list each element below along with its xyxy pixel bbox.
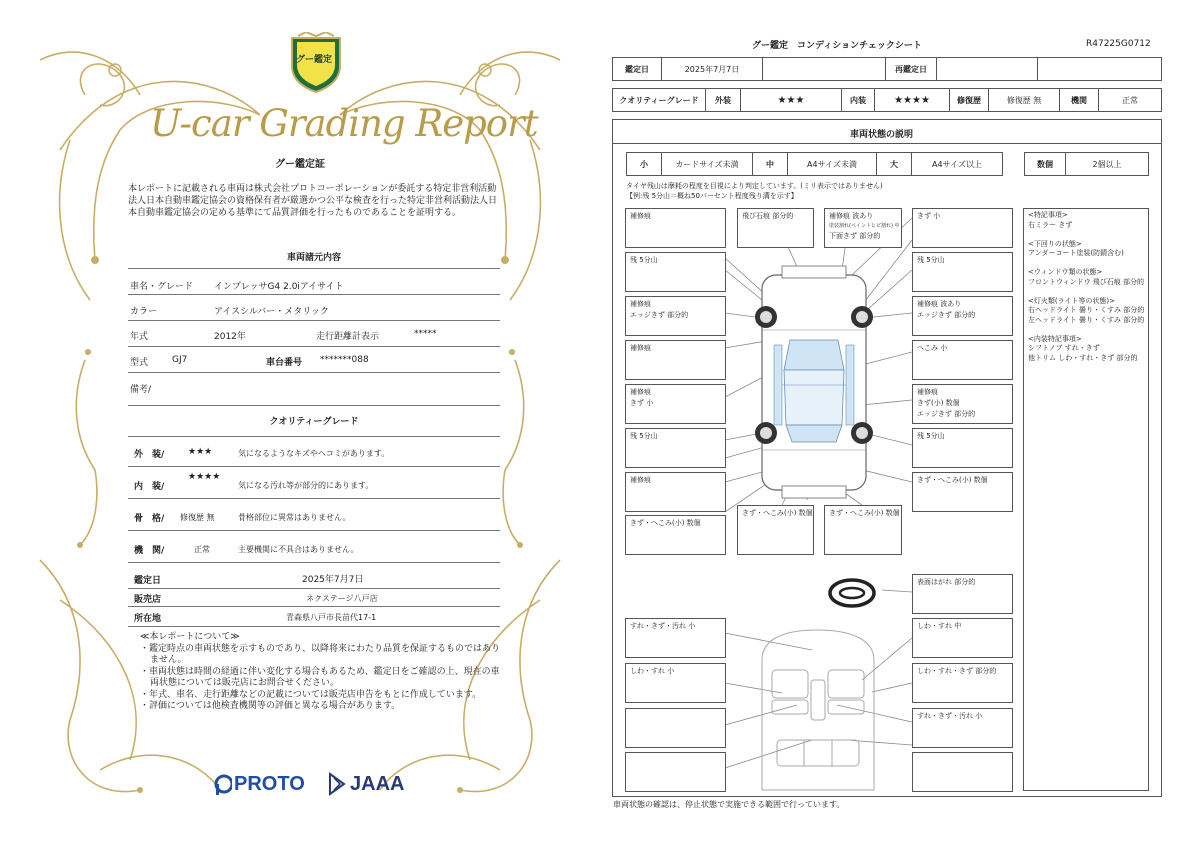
damage-box: きず・へこみ(小) 数個 bbox=[912, 472, 1013, 512]
damage-box: 補修痕 bbox=[625, 340, 726, 380]
size-large-desc: A4サイズ以上 bbox=[911, 152, 1003, 176]
frame-label: 骨 格/ bbox=[134, 514, 165, 524]
damage-box: 補修痕 波あり エッジきず 部分的 bbox=[912, 296, 1013, 336]
damage-box: 補修痕 bbox=[625, 472, 726, 512]
model-value: GJ7 bbox=[172, 355, 188, 365]
exterior-comment: 気になるようなキズやヘコミがあります。 bbox=[238, 449, 390, 458]
size-large-label: 大 bbox=[876, 152, 912, 176]
address-label: 所在地 bbox=[134, 614, 162, 624]
footer-note: 車両状態の確認は、停止状態で実施できる範囲で行っています。 bbox=[613, 800, 845, 809]
damage-box: へこみ 小 bbox=[912, 340, 1013, 380]
damage-box: すれ・きず・汚れ 小 bbox=[625, 618, 726, 658]
color-label: カラー bbox=[130, 307, 158, 317]
color-value: アイスシルバー・メタリック bbox=[214, 307, 329, 317]
damage-box: きず・へこみ(小) 数個 bbox=[625, 515, 726, 555]
damage-box: 補修痕 波あり 塗装割れ(ペイントヒビ割れ) 中 下面きず 部分的 bbox=[824, 208, 902, 248]
damage-box: 補修痕 きず(小) 数個 エッジきず 部分的 bbox=[912, 384, 1013, 424]
damage-box: 補修痕 エッジきず 部分的 bbox=[625, 296, 726, 336]
exterior-label: 外 装/ bbox=[134, 450, 165, 460]
damage-box: 飛び石痕 部分的 bbox=[737, 208, 814, 248]
exterior-label: 外装 bbox=[705, 88, 741, 112]
repair-value: 修復歴 無 bbox=[988, 88, 1060, 112]
badge-label: グー鑑定 bbox=[296, 55, 333, 65]
interior-stars: ★★★★ bbox=[188, 472, 221, 482]
engine-comment: 主要機関に不具合はありません。 bbox=[238, 545, 359, 554]
certificate-title: グー鑑定証 bbox=[275, 159, 325, 170]
damage-box: すれ・きず・汚れ 小 bbox=[912, 708, 1013, 748]
proto-logo: PROTO bbox=[234, 773, 305, 795]
date-blank bbox=[762, 57, 886, 81]
exterior-stars: ★★★ bbox=[188, 447, 213, 457]
interior-comment: 気になる汚れ等が部分的にあります。 bbox=[238, 481, 374, 490]
chassis-value: *******088 bbox=[320, 355, 369, 365]
special-notes: <特記事項> 右ミラー きず <下回りの状態> アンダーコート塗装(防錆含む) <ウィンドウ類の状態> フロントウィンドウ 飛び石痕 部分的 <灯火類(ライト等の状態)> 右ヘッドライト 曇り・くすみ 部分的 左ヘッドライト 曇り・くすみ 部分的 <内装特記事項> シフトノブ すれ・きず 他トリム しわ・すれ・きず 部分的 bbox=[1023, 208, 1149, 791]
engine-label: 機 関/ bbox=[134, 546, 165, 556]
steering-wheel-icon bbox=[830, 580, 874, 606]
address-value: 青森県八戸市長苗代17-1 bbox=[286, 613, 377, 622]
damage-box: 補修痕 bbox=[625, 208, 726, 248]
mileage-label: 走行距離計表示 bbox=[316, 332, 380, 342]
quality-section-title: クオリティーグレード bbox=[269, 417, 359, 427]
intro-text: 本レポートに記載される車両は株式会社プロトコーポレーションが委託する特定非営利活動法人日本自動車鑑定協会の資格保有者が厳選かつ公平な検査を行った特定非営利活動法人日本自動車鑑定協会の定める基準にて品質評価を行ったものであることを証明する。 bbox=[128, 184, 498, 218]
frame-value: 修復歴 無 bbox=[180, 513, 215, 522]
repair-label: 修復歴 bbox=[949, 88, 989, 112]
sheet-title: グー鑑定 コンディションチェックシート bbox=[752, 41, 922, 51]
name-value: インプレッサG4 2.0iアイサイト bbox=[214, 282, 344, 292]
year-label: 年式 bbox=[130, 332, 149, 342]
damage-box bbox=[912, 752, 1013, 792]
damage-box: しわ・すれ 小 bbox=[625, 663, 726, 703]
engine-label: 機関 bbox=[1059, 88, 1099, 112]
note-item: ・年式、車名、走行距離などの記載については販売店申告をもとに作成しています。 bbox=[140, 689, 482, 700]
damage-box: しわ・すれ・きず 部分的 bbox=[912, 663, 1013, 703]
appraisal-date-value: 2025年7月7日 bbox=[302, 575, 364, 585]
frame-comment: 骨格部位に異常はありません。 bbox=[238, 513, 351, 522]
damage-box: 残 5分山 bbox=[625, 428, 726, 468]
jaaa-logo: JAAA bbox=[350, 773, 405, 795]
notes-title: ≪本レポートについて≫ bbox=[140, 632, 240, 642]
dealer-value: ネクステージ八戸店 bbox=[306, 594, 378, 603]
condition-title: 車両状態の説明 bbox=[850, 130, 914, 140]
count-label: 数個 bbox=[1024, 152, 1066, 176]
divider bbox=[612, 143, 1162, 144]
damage-box: 残 5分山 bbox=[912, 252, 1013, 292]
date-label: 鑑定日 bbox=[612, 57, 662, 81]
report-id: R47225G0712 bbox=[1086, 39, 1151, 49]
date-value: 2025年7月7日 bbox=[661, 57, 763, 81]
note-item: ・車両状態は時間の経過に伴い変化する場合もあるため、鑑定日をご確認の上、現在の車両状態については販売店にお問合せください。 bbox=[140, 666, 500, 688]
exterior-stars: ★★★ bbox=[740, 88, 842, 112]
name-label: 車名・グレード bbox=[130, 282, 194, 292]
damage-box bbox=[625, 708, 726, 748]
note-item: ・評価については他検査機関等の評価と異なる場合があります。 bbox=[140, 701, 401, 711]
mileage-value: ***** bbox=[414, 329, 437, 339]
tire-note-example: 【例:残 5分山＝概ね50パーセント程度残り溝を示す】 bbox=[626, 192, 798, 200]
note-item: ・鑑定時点の車両状態を示すものであり、以降将来にわたり品質を保証するものではありません。 bbox=[140, 643, 501, 665]
report-title: U-car Grading Report bbox=[150, 102, 538, 145]
engine-value: 正常 bbox=[1098, 88, 1162, 112]
size-small-label: 小 bbox=[626, 152, 662, 176]
car-top-view-icon bbox=[762, 266, 866, 498]
grade-label: クオリティーグレード bbox=[612, 88, 706, 112]
damage-box: しわ・すれ 中 bbox=[912, 618, 1013, 658]
size-small-desc: カードサイズ未満 bbox=[661, 152, 753, 176]
reappraisal-label: 再鑑定日 bbox=[885, 57, 937, 81]
size-mid-label: 中 bbox=[752, 152, 788, 176]
reappraisal-value bbox=[936, 57, 1038, 81]
spec-section-title: 車両諸元内容 bbox=[286, 253, 341, 263]
damage-box: きず・へこみ(小) 数個 bbox=[737, 505, 814, 555]
size-mid-desc: A4サイズ未満 bbox=[787, 152, 877, 176]
damage-box: 補修痕 きず 小 bbox=[625, 384, 726, 424]
interior-stars: ★★★★ bbox=[874, 88, 950, 112]
count-desc: 2個以上 bbox=[1065, 152, 1149, 176]
appraisal-date-label: 鑑定日 bbox=[134, 576, 162, 586]
reappraisal-blank bbox=[1037, 57, 1162, 81]
interior-label: 内装 bbox=[841, 88, 875, 112]
damage-box: 表面はがれ 部分的 bbox=[912, 574, 1013, 614]
damage-box: きず 小 bbox=[912, 208, 1013, 248]
damage-box: 残 5分山 bbox=[912, 428, 1013, 468]
remarks-label: 備考/ bbox=[130, 385, 152, 395]
chassis-label: 車台番号 bbox=[266, 358, 303, 368]
damage-box: きず・へこみ(小) 数個 bbox=[824, 505, 902, 555]
interior-label: 内 装/ bbox=[134, 482, 165, 492]
tire-note: タイヤ残山は摩耗の程度を目視により判定しています。(ミリ表示ではありません) bbox=[626, 182, 883, 190]
engine-value: 正常 bbox=[194, 545, 210, 554]
dealer-label: 販売店 bbox=[134, 595, 162, 605]
damage-box bbox=[625, 752, 726, 792]
damage-box: 残 5分山 bbox=[625, 252, 726, 292]
year-value: 2012年 bbox=[214, 332, 246, 342]
model-label: 型式 bbox=[130, 358, 149, 368]
